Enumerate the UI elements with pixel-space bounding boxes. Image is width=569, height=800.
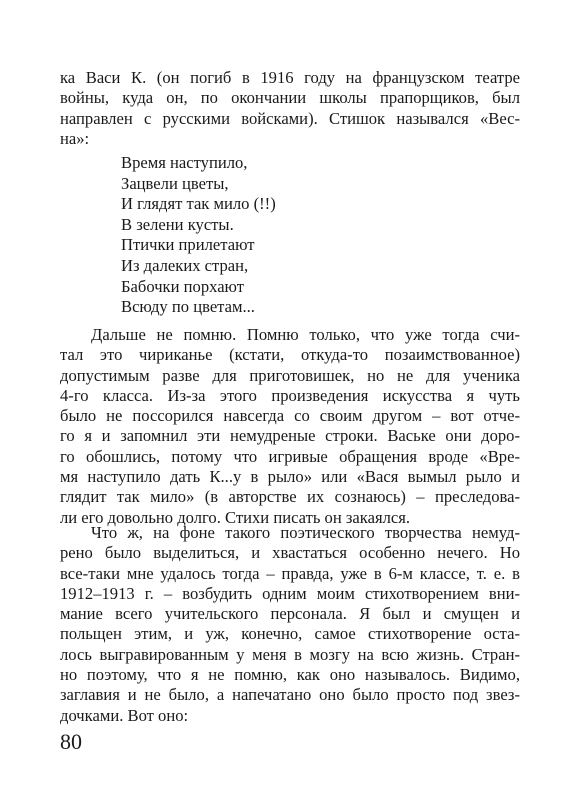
text-line: польщен этим, и уж, конечно, самое стихотворение оста-	[60, 624, 520, 644]
page-number: 80	[60, 729, 82, 754]
text-line: 1912–1913 г. – возбудить одним моим стихотворением вни-	[60, 583, 520, 603]
poem-line: В зелени кусты.	[121, 214, 234, 234]
text-line: дочками. Вот оно:	[60, 705, 189, 725]
poem-block	[121, 153, 276, 318]
poem-line: И глядят так мило (!!)	[121, 194, 276, 214]
poem-line: Птички прилетают	[121, 235, 255, 255]
text-line: тал это чириканье (кстати, откуда-то позаимствованное)	[60, 345, 520, 365]
text-line: мание всего учительского персонала. Я был и смущен и	[60, 604, 520, 624]
text-line: рено было выделиться, и хвастаться особенно нечего. Но	[60, 543, 520, 563]
text-line: лось выгравированным у меня в мозгу на всю жизнь. Стран-	[60, 644, 520, 664]
poem-line: Всюду по цветам...	[121, 297, 255, 317]
text-line: Дальше не помню. Помню только, что уже тогда счи-	[91, 325, 520, 344]
text-line: го я и запомнил эти немудреные строки. Ваське они доро-	[60, 426, 520, 446]
paragraph-memory	[60, 325, 520, 528]
poem-line: Бабочки порхают	[121, 276, 244, 296]
text-line: 4-го класса. Из-за этого произведения искусства я чуть	[60, 385, 520, 405]
poem-line: Зацвели цветы,	[121, 173, 229, 193]
text-line: направлен с русскими войсками). Стишок назывался «Вес-	[60, 108, 520, 128]
poem-line: Время наступило,	[121, 153, 248, 172]
text-line: ли его довольно долго. Стихи писать он закаялся.	[60, 507, 411, 527]
text-line: допустимым разве для приготовишек, но не для ученика	[60, 365, 520, 385]
text-line: ка Васи К. (он погиб в 1916 году на французском театре	[60, 68, 520, 87]
text-line: заглавия и не было, а напечатано оно было просто под звез-	[60, 685, 520, 705]
text-line: Что ж, на фоне такого поэтического творчества немуд-	[91, 523, 520, 542]
text-line: на»:	[60, 128, 90, 148]
text-line: мя наступило дать К...у в рыло» или «Вася вымыл рыло и	[60, 467, 520, 487]
text-line: глядит так мило» (в авторстве их сознаюсь) – преследова-	[60, 487, 520, 507]
text-line: войны, куда он, по окончании школы прапорщиков, был	[60, 88, 520, 108]
text-line: все-таки мне удалось тогда – правда, уже в 6-м классе, т. е. в	[60, 563, 520, 583]
poem-line: Из далеких стран,	[121, 255, 249, 275]
intro-paragraph	[60, 68, 520, 149]
text-line: было не поссорился навсегда со своим другом – вот отче-	[60, 406, 520, 426]
text-line: но поэтому, что я не помню, как оно называлось. Видимо,	[60, 665, 520, 685]
paragraph-poetry	[60, 523, 520, 726]
text-line: го обошлись, потому что игривые обращения вроде «Вре-	[60, 446, 520, 466]
